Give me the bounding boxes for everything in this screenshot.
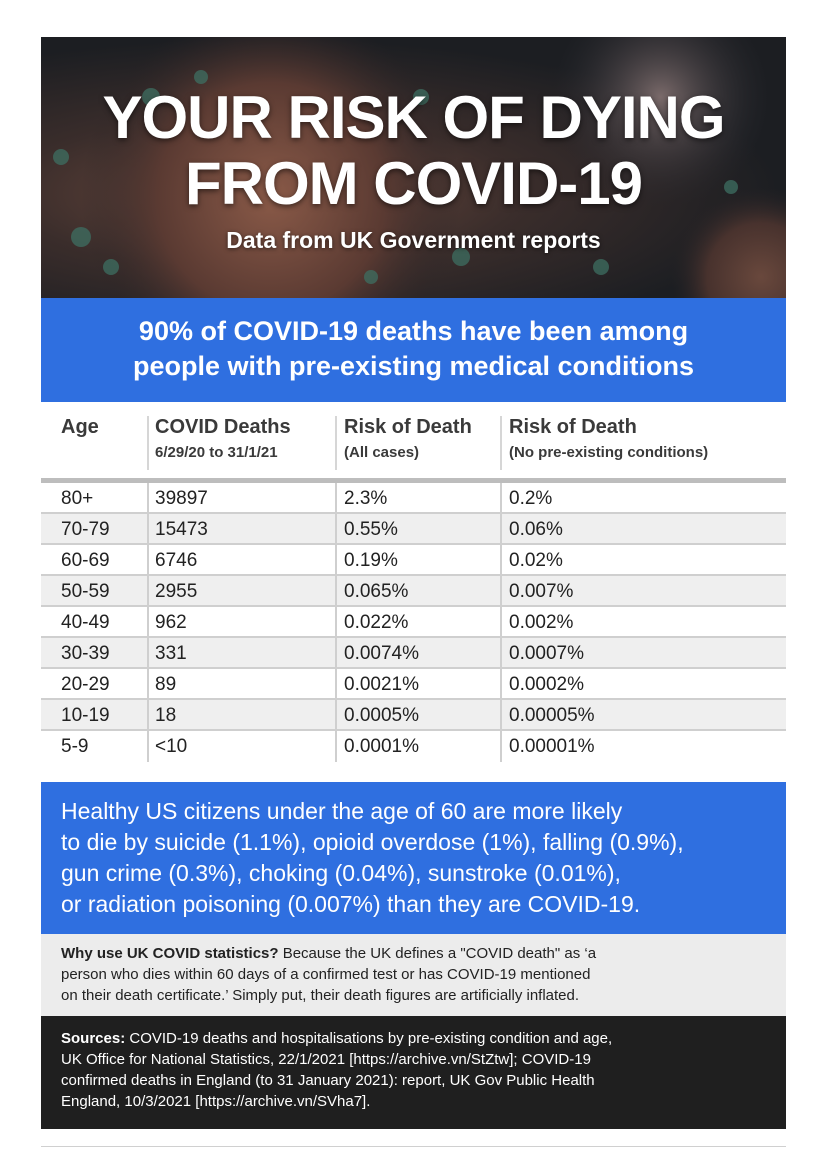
banner-line-2: people with pre-existing medical conditions [132, 351, 695, 381]
hero-header [41, 37, 786, 298]
why-uk-statistics-note: Why use UK COVID statistics? Because the UK defines a "COVID death" as ‘a person who dies within 60 days of a confirmed test or has COVID-19 mentioned on their death certificate.’ Simply put, their death figures are artificially inflated. [41, 934, 786, 1016]
table-header [41, 402, 786, 478]
comparison-line: or radiation poisoning (0.007%) than they are COVID-19. [61, 891, 641, 917]
header-covid-deaths: COVID Deaths 6/29/20 to 31/1/21 [155, 416, 291, 461]
banner-line-1: 90% of COVID-19 deaths have been among [138, 316, 689, 346]
table-row: 40-49 962 0.022% 0.002% [41, 607, 786, 638]
comparison-line: to die by suicide (1.1%), opioid overdose (1%), falling (0.9%), [61, 829, 684, 855]
table-row: 5-9 <10 0.0001% 0.00001% [41, 731, 786, 762]
pre-existing-conditions-banner [41, 298, 786, 402]
comparison-statement [41, 782, 786, 934]
why-lead: Why use UK COVID statistics? [61, 945, 279, 962]
infographic-card [41, 37, 786, 1129]
title-line-1: YOUR RISK OF DYING [102, 84, 725, 151]
sources-lead: Sources: [61, 1030, 126, 1047]
table-row: 80+ 39897 2.3% 0.2% [41, 483, 786, 514]
page-divider [41, 1146, 786, 1147]
comparison-line: Healthy US citizens under the age of 60 are more likely [61, 798, 623, 824]
subtitle: Data from UK Government reports [226, 227, 601, 253]
table-row: 70-79 15473 0.55% 0.06% [41, 514, 786, 545]
risk-table [41, 402, 786, 782]
table-row: 50-59 2955 0.065% 0.007% [41, 576, 786, 607]
main-title [41, 85, 786, 217]
table-row: 60-69 6746 0.19% 0.02% [41, 545, 786, 576]
comparison-line: gun crime (0.3%), choking (0.04%), sunstroke (0.01%), [61, 860, 621, 886]
header-risk-no-conditions: Risk of Death (No pre-existing conditions) [509, 416, 709, 461]
header-risk-all: Risk of Death (All cases) [344, 416, 472, 461]
sources-footer: Sources: COVID-19 deaths and hospitalisations by pre-existing condition and age, UK Office for National Statistics, 22/1/2021 [https://archive.vn/StZtw]; COVID-19 confirmed deaths in England (to 31 January 2021): report, UK Gov Public Health England, 10/3/2021 [https://archive.vn/SVha7]. [41, 1016, 786, 1129]
table-row: 20-29 89 0.0021% 0.0002% [41, 669, 786, 700]
table-row: 30-39 331 0.0074% 0.0007% [41, 638, 786, 669]
table-row: 10-19 18 0.0005% 0.00005% [41, 700, 786, 731]
header-age: Age [61, 416, 99, 438]
title-line-2: FROM COVID-19 [184, 150, 643, 217]
